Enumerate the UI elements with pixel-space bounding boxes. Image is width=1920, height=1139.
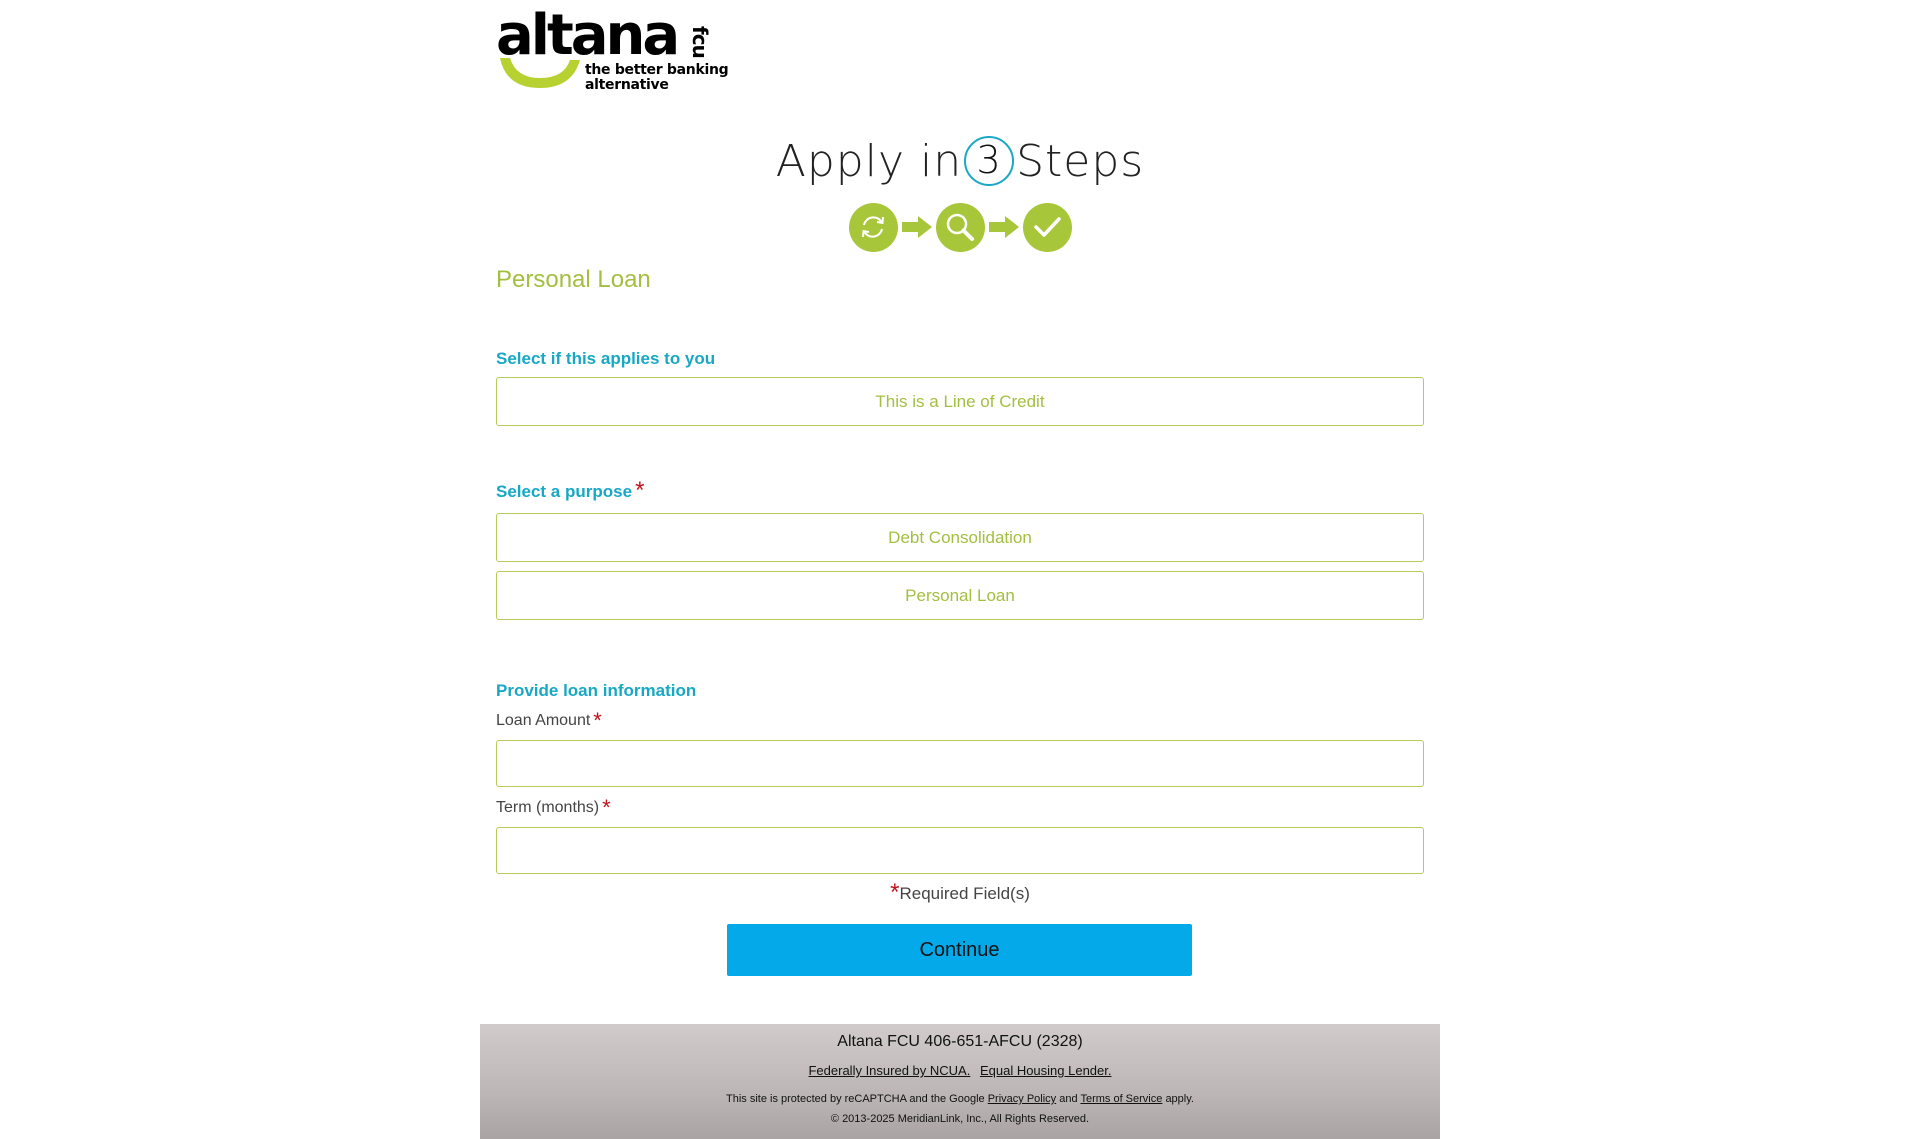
equal-housing-link[interactable]: Equal Housing Lender. — [979, 1063, 1112, 1078]
line-of-credit-button[interactable]: This is a Line of Credit — [496, 377, 1424, 426]
term-label-text: Term (months) — [496, 799, 600, 816]
required-fields-note — [496, 879, 1424, 906]
purpose-personal-loan-button[interactable]: Personal Loan — [496, 571, 1424, 620]
required-fields-text: Required Field(s) — [899, 884, 1030, 903]
logo-tagline-line2: alternative — [585, 77, 669, 93]
arrow-right-icon — [902, 216, 932, 238]
ncua-link[interactable]: Federally Insured by NCUA. — [808, 1063, 971, 1078]
term-label — [496, 795, 611, 820]
applies-section-label: Select if this applies to you — [496, 349, 716, 368]
arrow-right-icon — [989, 216, 1019, 238]
purpose-debt-consolidation-button[interactable]: Debt Consolidation — [496, 513, 1424, 562]
footer-disclosures — [480, 1063, 1440, 1078]
and-text: and — [1059, 1093, 1078, 1105]
required-marker: * — [635, 477, 645, 504]
footer-phone: Altana FCU 406-651-AFCU (2328) — [837, 1033, 1083, 1050]
purpose-label-text: Select a purpose — [496, 482, 633, 501]
copyright: © 2013-2025 MeridianLink, Inc., All Rights Reserved. — [830, 1113, 1090, 1125]
required-marker: * — [593, 708, 602, 733]
required-marker: * — [890, 879, 900, 906]
steps-number-badge: 3 — [964, 136, 1014, 186]
form-title: Personal Loan — [496, 266, 651, 293]
steps-title-before: Apply in — [775, 136, 963, 187]
loan-amount-input[interactable] — [496, 740, 1424, 787]
continue-button[interactable]: Continue — [727, 924, 1192, 976]
logo-wordmark: altana — [496, 3, 678, 68]
magnifier-icon — [936, 203, 985, 252]
apply-text: apply. — [1165, 1093, 1194, 1105]
altana-logo[interactable] — [496, 3, 736, 94]
steps-heading — [496, 136, 1424, 188]
terms-of-service-link[interactable]: Terms of Service — [1080, 1093, 1163, 1105]
loan-info-section-label: Provide loan information — [496, 681, 697, 700]
recaptcha-text: This site is protected by reCAPTCHA and the Google — [726, 1093, 985, 1105]
refresh-icon — [849, 203, 898, 252]
privacy-policy-link[interactable]: Privacy Policy — [987, 1093, 1057, 1105]
loan-amount-label — [496, 708, 602, 733]
steps-progress — [496, 202, 1424, 252]
term-months-input[interactable] — [496, 827, 1424, 874]
logo-tagline-line1: the better banking — [585, 62, 729, 78]
steps-title-after: Steps — [1016, 136, 1145, 187]
footer — [480, 1024, 1440, 1139]
required-marker: * — [602, 795, 611, 820]
logo-suffix: fcu — [688, 26, 712, 58]
purpose-section-label — [496, 477, 645, 504]
loan-amount-label-text: Loan Amount — [496, 712, 591, 729]
recaptcha-notice — [480, 1093, 1440, 1105]
checkmark-icon — [1023, 203, 1072, 252]
